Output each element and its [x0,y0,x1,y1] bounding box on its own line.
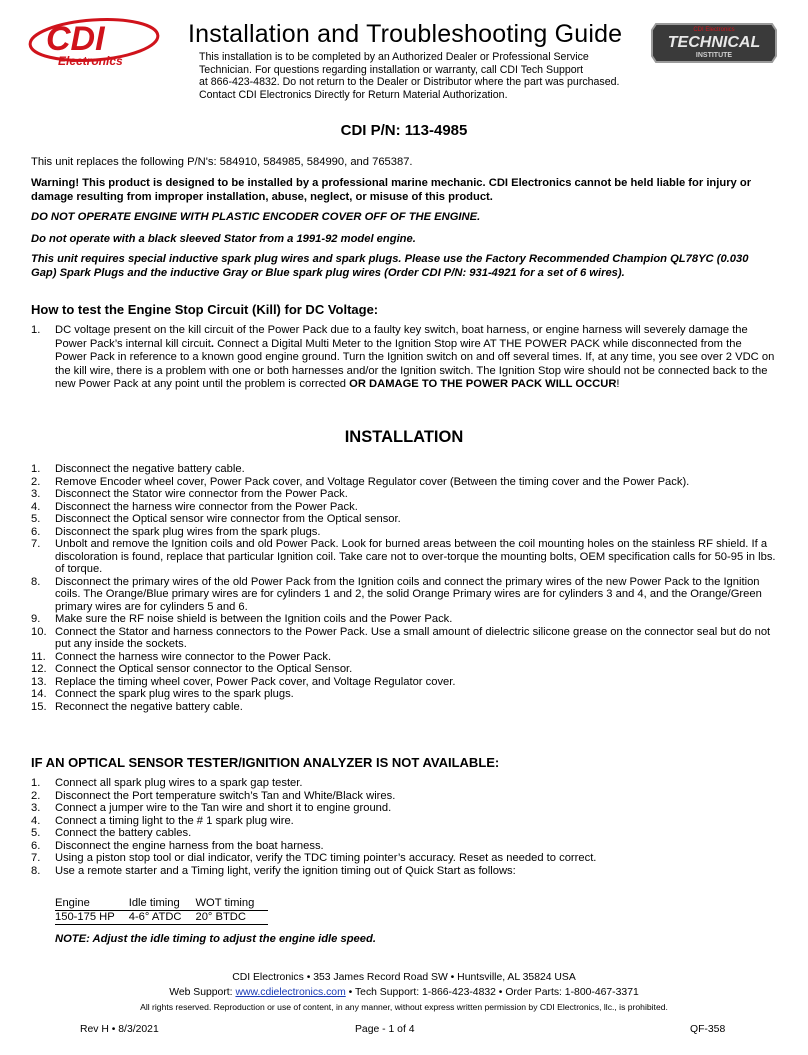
list-text: Disconnect the negative battery cable. [55,463,245,475]
list-item [31,463,776,476]
list-item [31,488,776,501]
badge-main-text: TECHNICAL [667,34,761,51]
footer-support [0,987,808,998]
list-number: 10. [31,625,47,638]
list-text: Disconnect the Optical sensor wire connector from the Optical sensor. [55,513,401,525]
list-item [31,688,776,701]
timing-table [55,897,268,925]
list-item [31,513,776,526]
list-number: 1. [31,463,41,475]
installation-steps [31,463,776,713]
list-text: Make sure the RF noise shield is between the Ignition coils and the Power Pack. [55,613,453,625]
idle-timing-note: NOTE: Adjust the idle timing to adjust the engine idle speed. [55,933,376,945]
cdi-logo [28,16,160,68]
list-item [31,576,776,614]
list-number: 6. [31,525,41,538]
list-number: 4. [31,814,41,827]
list-item [31,827,776,840]
list-item [31,701,776,714]
stator-caution: Do not operate with a black sleeved Stator from a 1991-92 model engine. [31,233,416,245]
list-number: 15. [31,700,47,713]
list-text: Disconnect the Stator wire connector from the Power Pack. [55,488,348,500]
list-item [31,538,776,576]
form-number: QF-358 [690,1024,726,1035]
support-phones: • Tech Support: 1-866-423-4832 • Order Parts: 1-800-467-3371 [345,987,639,998]
kill-text: . [210,337,214,350]
technical-institute-badge [650,20,778,66]
list-text: Connect the battery cables. [55,827,192,839]
list-text: Connect all spark plug wires to a spark gap tester. [55,777,303,789]
list-item [31,613,776,626]
logo-text: CDI [46,20,105,58]
list-text: Connect the harness wire connector to the Power Pack. [55,650,332,663]
list-number: 3. [31,802,41,814]
header-note-line: Contact CDI Electronics Directly for Return Material Authorization. [199,88,508,101]
footer-address: CDI Electronics • 353 James Record Road SW • Huntsville, AL 35824 USA [232,972,576,983]
web-support-label: Web Support: [169,987,236,998]
list-item [31,526,776,539]
list-number: 8. [31,864,41,877]
table-header: Engine [55,897,129,911]
list-number: 11. [31,650,46,663]
list-text: Connect the Stator and harness connectors to the Power Pack. Use a small amount of dielectric silicone grease on the connector seal but do not put any inside the sockets. [55,625,771,650]
installation-heading: INSTALLATION [344,428,464,446]
spark-plug-caution: This unit requires special inductive spark plug wires and spark plugs. Please use the Factory Recommended Champion QL78YC (0.030 Gap) Spark Plugs and the inductive Gray or Blue spark plug wires (Order CDI P/N: 931-4921 for a set of 6 wires). [31,253,749,279]
header-note-line: Technician. For questions regarding installation or warranty, call CDI Tech Support [199,63,584,76]
list-item [31,663,776,676]
kill-text: DC voltage present on the kill circuit of the Power Pack due to a faulty key switch, boat harness, or engine harness will severely damage the Power Pack’s internal kill circuit [55,324,748,350]
list-number: 13. [31,675,47,688]
list-item [31,777,776,790]
list-number: 5. [31,827,41,839]
list-number: 6. [31,839,41,852]
list-number: 1. [31,324,41,336]
list-number: 1. [31,777,41,789]
header-note-line: at 866-423-4832. Do not return to the Dealer or Distributor where the part was purchased. [199,76,620,89]
part-number: CDI P/N: 113-4985 [340,122,468,139]
kill-text: Connect a Digital Multi Meter to the Ignition Stop wire AT THE POWER PACK while disconnected from the Power Pack in reference to a known good engine ground. Turn the Ignition switch on and off several times. If, at any time, you see over 2 VDC on the kill wire, there is a problem with one or both harnesses and/or the Ignition switch. The Ignition Stop wire should not be connected back to the new Power Pack at any point until the problem is corrected [55,337,775,390]
page-number: Page - 1 of 4 [355,1024,415,1035]
optical-sensor-heading: IF AN OPTICAL SENSOR TESTER/IGNITION ANALYZER IS NOT AVAILABLE: [31,755,500,770]
list-number: 5. [31,513,41,525]
list-item [31,840,776,853]
footer-rights: All rights reserved. Reproduction or use of content, in any manner, without express written permission by CDI Electronics, llc., is prohibited. [140,1002,668,1012]
list-text: Reconnect the negative battery cable. [55,700,243,713]
list-text: Connect the spark plug wires to the spark plugs. [55,688,294,700]
warning-text: Warning! This product is designed to be installed by a professional marine mechanic. CDI Electronics cannot be held liable for injury or damage resulting from improper installation, abuse, neglect, or misuse of this product. [31,177,752,203]
list-item [31,815,776,828]
document-title: Installation and Troubleshooting Guide [188,20,623,48]
kill-circuit-list [31,324,776,392]
list-number: 7. [31,538,41,550]
list-item [31,324,776,392]
table-cell: 20° BTDC [195,911,268,925]
list-item [31,676,776,689]
list-text: Unbolt and remove the Ignition coils and old Power Pack. Look for burned areas between the coil mounting holes on the stainless RF shield. If a discoloration is found, replace that particular Ignition coil. Take care not to over-torque the mounting bolts, OEM specification calls for 50-95 in lbs. of torque. [55,538,776,575]
kill-warning-bold: OR DAMAGE TO THE POWER PACK WILL OCCUR [349,378,617,390]
list-item [31,626,776,651]
table-cell: 4-6° ATDC [129,911,196,925]
list-text: Disconnect the engine harness from the boat harness. [55,839,324,852]
list-text: Use a remote starter and a Timing light, verify the ignition timing out of Quick Start as follows: [55,864,516,877]
list-text: Disconnect the spark plug wires from the spark plugs. [55,525,321,538]
badge-top-text: CDI Electronics [693,27,735,33]
header-note [199,51,649,101]
kill-circuit-heading: How to test the Engine Stop Circuit (Kill) for DC Voltage: [31,302,379,317]
list-text: Remove Encoder wheel cover, Power Pack cover, and Voltage Regulator cover (Between the timing cover and the Power Pack). [55,475,690,488]
list-item [31,501,776,514]
list-item [31,476,776,489]
list-number: 8. [31,575,41,588]
list-text: Disconnect the harness wire connector from the Power Pack. [55,500,358,513]
kill-text: ! [616,378,620,390]
list-number: 2. [31,789,41,802]
list-text: Connect a timing light to the # 1 spark plug wire. [55,814,294,827]
list-item [31,790,776,803]
header-note-line: This installation is to be completed by an Authorized Dealer or Professional Service [199,51,589,63]
list-item [31,865,776,878]
list-number: 2. [31,475,41,488]
list-number: 9. [31,613,41,625]
list-item [31,802,776,815]
logo-subtext: Electronics [58,54,123,68]
list-text: Replace the timing wheel cover, Power Pack cover, and Voltage Regulator cover. [55,675,456,688]
replaces-text: This unit replaces the following P/N's: 584910, 584985, 584990, and 765387. [31,156,413,168]
list-number: 4. [31,500,41,513]
list-text: Disconnect the primary wires of the old Power Pack from the Ignition coils and connect the primary wires of the new Power Pack to the Ignition coils. The Orange/Blue primary wires are for cylinders 1 and 2, the solid Orange Primary wires are for cylinders 3 and 4, and the Orange/Green primary wires are for cylinders 5 and 6. [55,575,762,613]
list-item [31,651,776,664]
list-number: 7. [31,852,41,864]
table-header: Idle timing [129,897,196,911]
list-number: 12. [31,663,47,675]
list-text: Connect a jumper wire to the Tan wire and short it to engine ground. [55,802,392,814]
table-header: WOT timing [195,897,268,911]
badge-sub-text: INSTITUTE [695,52,733,59]
list-number: 3. [31,488,41,500]
list-text: Disconnect the Port temperature switch’s Tan and White/Black wires. [55,789,396,802]
table-cell: 150-175 HP [55,911,129,925]
list-item [31,852,776,865]
revision: Rev H • 8/3/2021 [80,1024,159,1035]
website-link[interactable]: www.cdielectronics.com [235,987,346,998]
optical-steps [31,777,776,877]
list-text: Connect the Optical sensor connector to the Optical Sensor. [55,663,353,675]
list-text: Using a piston stop tool or dial indicator, verify the TDC timing pointer’s accuracy. Reset as needed to correct. [55,852,597,864]
encoder-cover-caution: DO NOT OPERATE ENGINE WITH PLASTIC ENCODER COVER OFF OF THE ENGINE. [31,211,481,223]
list-number: 14. [31,688,47,700]
